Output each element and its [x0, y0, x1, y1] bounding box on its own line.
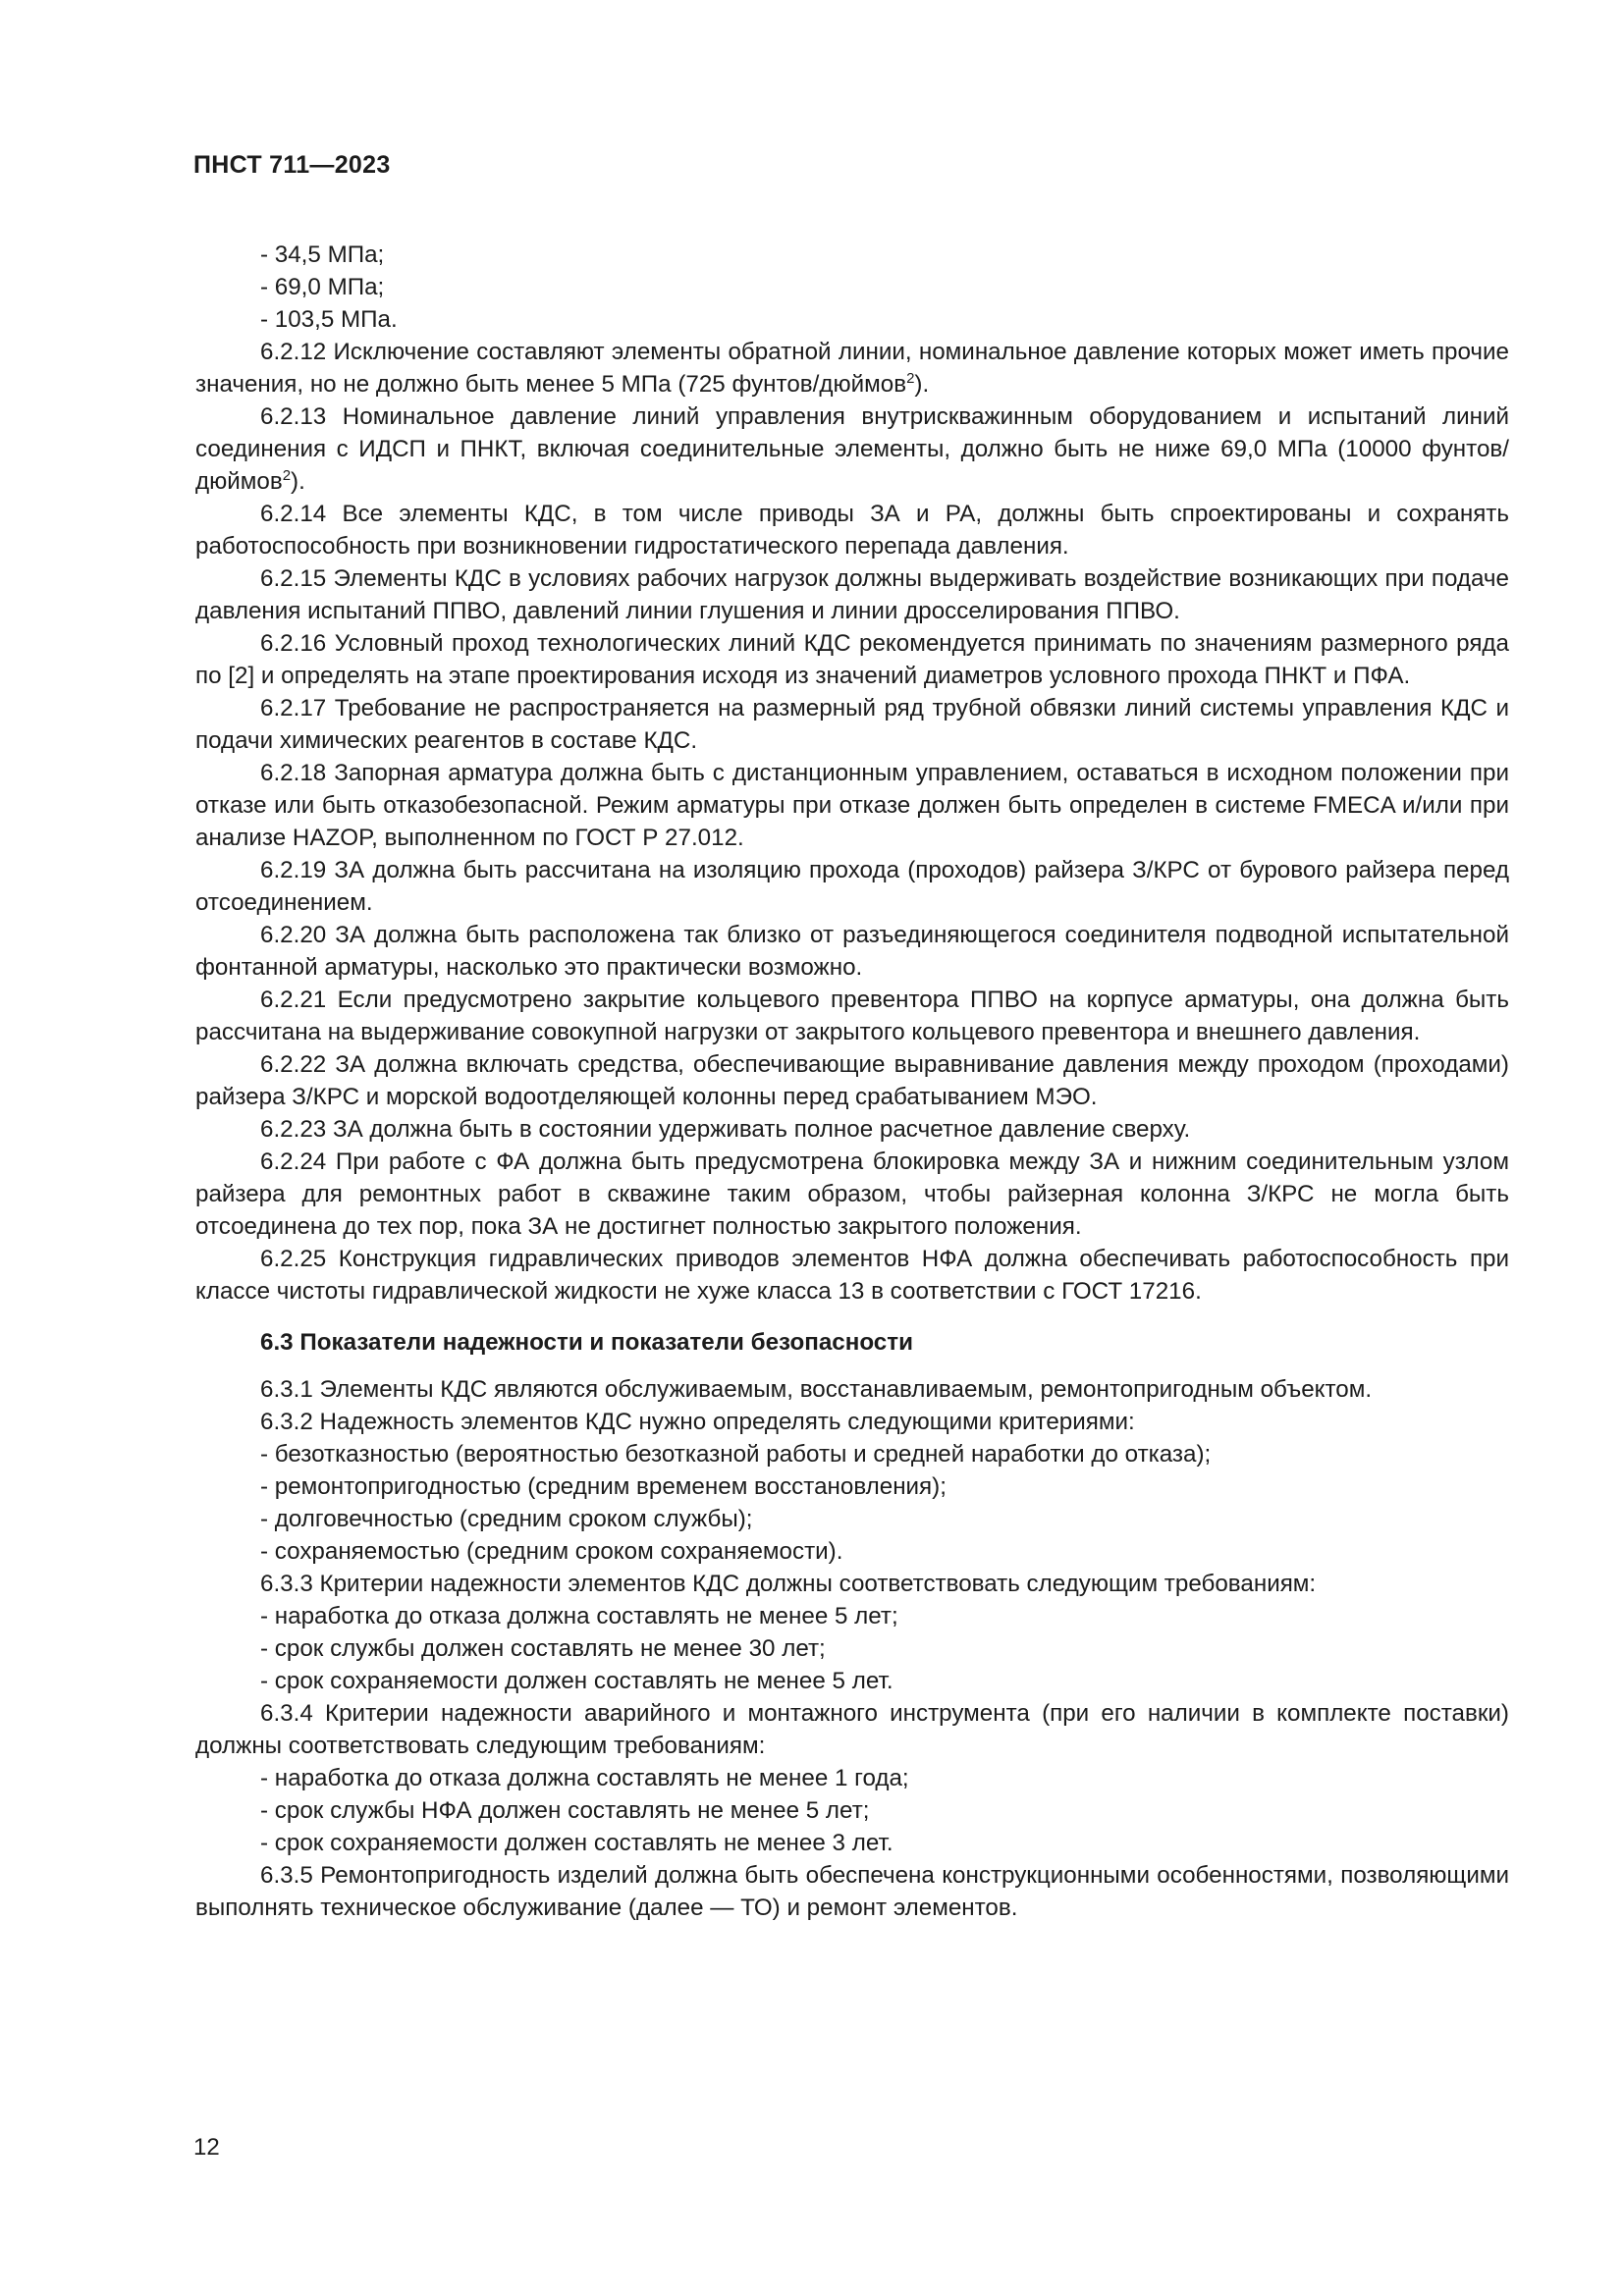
paragraph-6-2-14: 6.2.14 Все элементы КДС, в том числе приводы ЗА и РА, должны быть спроектированы и сохранять работоспособность при возникновении гидростатического перепада давления. [195, 501, 1509, 560]
paragraph-6-3-2: 6.3.2 Надежность элементов КДС нужно определять следующими критериями: [260, 1409, 1135, 1435]
paragraph-6-2-13: 6.2.13 Номинальное давление линий управления внутрискважинным оборудованием и испытаний линий соединения с ИДСП и ПНКТ, включая соединительные элементы, должно быть не ниже 69,0 МПа (10000 фунтов/дюймов$^2$). [195, 403, 1509, 495]
document-header: ПНСТ 711—2023 [193, 151, 391, 179]
paragraph-6-2-23: 6.2.23 ЗА должна быть в состоянии удерживать полное расчетное давление сверху. [260, 1116, 1191, 1143]
list-item: - наработка до отказа должна составлять не менее 5 лет; [260, 1603, 898, 1629]
paragraph-6-2-15: 6.2.15 Элементы КДС в условиях рабочих нагрузок должны выдерживать воздействие возникающих при подаче давления испытаний ППВО, давлений линии глушения и линии дросселирования ППВО. [195, 565, 1509, 624]
list-item: - ремонтопригодностью (средним временем восстановления); [260, 1473, 947, 1500]
list-item: - 34,5 МПа; [260, 241, 385, 268]
paragraph-6-2-20: 6.2.20 ЗА должна быть расположена так близко от разъединяющегося соединителя подводной испытательной фонтанной арматуры, насколько это практически возможно. [195, 922, 1509, 981]
paragraph-6-2-21: 6.2.21 Если предусмотрено закрытие кольцевого превентора ППВО на корпусе арматуры, она должна быть рассчитана на выдерживание совокупной нагрузки от закрытого кольцевого превентора и внешнего давления. [195, 987, 1509, 1045]
list-item: - 103,5 МПа. [260, 306, 398, 333]
paragraph-6-2-16: 6.2.16 Условный проход технологических линий КДС рекомендуется принимать по значениям размерного ряда по [2] и определять на этапе проектирования исходя из значений диаметров условного прохода ПНКТ и ПФА. [195, 630, 1509, 689]
list-item: - срок сохраняемости должен составлять не менее 5 лет. [260, 1668, 893, 1694]
paragraph-6-2-25: 6.2.25 Конструкция гидравлических приводов элементов НФА должна обеспечивать работоспособность при классе чистоты гидравлической жидкости не хуже класса 13 в соответствии с ГОСТ 17216. [195, 1246, 1509, 1305]
page-number: 12 [193, 2134, 220, 2161]
paragraph-6-2-24: 6.2.24 При работе с ФА должна быть предусмотрена блокировка между ЗА и нижним соединительным узлом райзера для ремонтных работ в скважине таким образом, чтобы райзерная колонна З/КРС не могла быть отсоединена до тех пор, пока ЗА не достигнет полностью закрытого положения. [195, 1148, 1509, 1240]
list-item: - срок сохраняемости должен составлять не менее 3 лет. [260, 1830, 893, 1856]
page-body [195, 239, 1509, 1924]
list-item: - 69,0 МПа; [260, 274, 385, 300]
section-heading: 6.3 Показатели надежности и показатели безопасности [260, 1329, 913, 1356]
list-item: - безотказностью (вероятностью безотказной работы и средней наработки до отказа); [260, 1441, 1212, 1468]
paragraph-6-3-4: 6.3.4 Критерии надежности аварийного и монтажного инструмента (при его наличии в комплекте поставки) должны соответствовать следующим требованиям: [195, 1700, 1509, 1759]
paragraph-6-2-18: 6.2.18 Запорная арматура должна быть с дистанционным управлением, оставаться в исходном положении при отказе или быть отказобезопасной. Режим арматуры при отказе должен быть определен в системе FMECA и/или при анализе HAZOP, выполненном по ГОСТ Р 27.012. [195, 760, 1509, 851]
list-item: - срок службы НФА должен составлять не менее 5 лет; [260, 1797, 870, 1824]
list-item: - долговечностью (средним сроком службы); [260, 1506, 753, 1532]
paragraph-6-2-19: 6.2.19 ЗА должна быть рассчитана на изоляцию прохода (проходов) райзера З/КРС от бурового райзера перед отсоединением. [195, 857, 1509, 916]
list-item: - наработка до отказа должна составлять не менее 1 года; [260, 1765, 909, 1791]
paragraph-6-3-1: 6.3.1 Элементы КДС являются обслуживаемым, восстанавливаемым, ремонтопригодным объектом. [260, 1376, 1373, 1403]
list-item: - сохраняемостью (средним сроком сохраняемости). [260, 1538, 843, 1565]
list-item: - срок службы должен составлять не менее 30 лет; [260, 1635, 826, 1662]
paragraph-6-3-5: 6.3.5 Ремонтопригодность изделий должна быть обеспечена конструкционными особенностями, позволяющими выполнять техническое обслуживание (далее — ТО) и ремонт элементов. [195, 1862, 1509, 1921]
paragraph-6-2-22: 6.2.22 ЗА должна включать средства, обеспечивающие выравнивание давления между проходом (проходами) райзера З/КРС и морской водоотделяющей колонны перед срабатыванием МЭО. [195, 1051, 1509, 1110]
paragraph-6-2-12: 6.2.12 Исключение составляют элементы обратной линии, номинальное давление которых может иметь прочие значения, но не должно быть менее 5 МПа (725 фунтов/дюймов$^2$). [195, 339, 1509, 398]
paragraph-6-3-3: 6.3.3 Критерии надежности элементов КДС должны соответствовать следующим требованиям: [260, 1571, 1317, 1597]
paragraph-6-2-17: 6.2.17 Требование не распространяется на размерный ряд трубной обвязки линий системы управления КДС и подачи химических реагентов в составе КДС. [195, 695, 1509, 754]
